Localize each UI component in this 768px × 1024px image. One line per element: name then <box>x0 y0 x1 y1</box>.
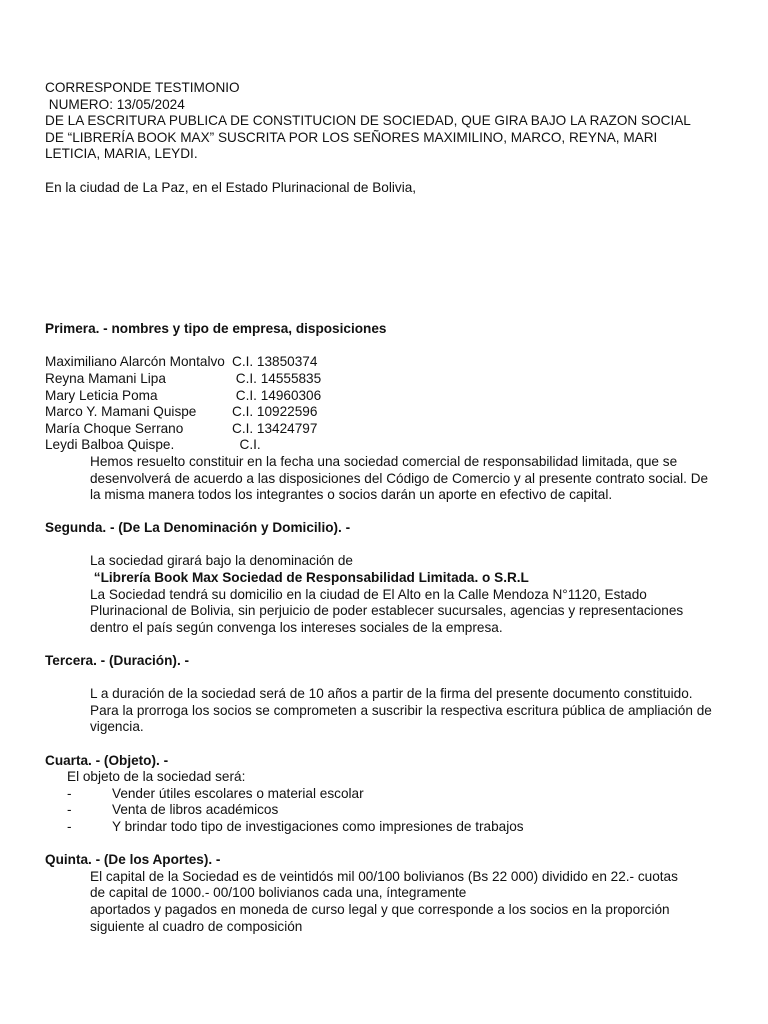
section-segunda <box>45 520 735 636</box>
section-primera <box>45 321 735 504</box>
person-row <box>45 404 735 421</box>
header-line-2: NUMERO: 13/05/2024 <box>45 96 185 112</box>
list-item-text: Venta de libros académicos <box>112 802 279 818</box>
list-item <box>45 786 735 803</box>
persons-list <box>45 354 735 454</box>
person-row <box>45 354 735 371</box>
segunda-body-line: La sociedad girará bajo la denominación de <box>90 553 353 569</box>
person-name: Reyna Mamani Lipa <box>45 370 166 386</box>
document-header <box>45 80 735 163</box>
header-line-3: DE LA ESCRITURA PUBLICA DE CONSTITUCION DE SOCIEDAD, QUE GIRA BAJO LA RAZON SOCIAL <box>45 113 691 129</box>
tercera-body-line: Para la prorroga los socios se comprometen a suscribir la respectiva escritura pública de ampliación de <box>90 702 712 718</box>
list-dash: - <box>67 802 72 818</box>
segunda-body-line: dentro el país según convenga los intereses sociales de la empresa. <box>90 619 503 635</box>
objects-list <box>45 786 735 836</box>
primera-body <box>45 454 735 504</box>
list-item <box>45 819 735 836</box>
section-tercera-title: Tercera. - (Duración). - <box>45 653 190 669</box>
quinta-body-line: de capital de 1000.- 00/100 bolivianos cada una, íntegramente <box>90 885 467 901</box>
primera-body-line: desenvolverá de acuerdo a las disposiciones del Código de Comercio y al presente contrato social. De <box>90 470 709 486</box>
primera-body-line: Hemos resuelto constituir en la fecha una sociedad comercial de responsabilidad limitada, que se <box>90 453 678 469</box>
section-quinta-title: Quinta. - (De los Aportes). - <box>45 852 221 868</box>
person-ci: C.I. 13424797 <box>232 420 318 436</box>
section-segunda-title: Segunda. - (De La Denominación y Domicilio). - <box>45 520 351 536</box>
person-row <box>45 371 735 388</box>
tercera-body-line: L a duración de la sociedad será de 10 años a partir de la firma del presente documento constituido. <box>90 686 693 702</box>
segunda-body-line: La Sociedad tendrá su domicilio en la ciudad de El Alto en la Calle Mendoza N°1120, Estado <box>90 586 647 602</box>
person-ci: C.I. 14555835 <box>232 370 322 386</box>
quinta-body-line: El capital de la Sociedad es de veintidós mil 00/100 bolivianos (Bs 22 000) dividido en 22.- cuotas <box>90 868 678 884</box>
person-row <box>45 388 735 405</box>
person-row <box>45 437 735 454</box>
list-dash: - <box>67 818 72 834</box>
section-tercera <box>45 653 735 736</box>
person-name: Mary Leticia Poma <box>45 387 158 403</box>
list-item <box>45 802 735 819</box>
person-ci: C.I. 13850374 <box>232 354 318 370</box>
header-line-5: LETICIA, MARIA, LEYDI. <box>45 146 198 162</box>
tercera-body-line: vigencia. <box>90 719 144 735</box>
list-item-text: Vender útiles escolares o material escolar <box>112 785 364 801</box>
cuarta-lead: El objeto de la sociedad será: <box>67 769 246 785</box>
primera-body-line: la misma manera todos los integrantes o socios darán un aporte en efectivo de capital. <box>90 487 613 503</box>
company-name: “Librería Book Max Sociedad de Responsabilidad Limitada. o S.R.L <box>90 570 529 586</box>
section-cuarta-title: Cuarta. - (Objeto). - <box>45 752 169 768</box>
list-item-text: Y brindar todo tipo de investigaciones como impresiones de trabajos <box>112 818 524 834</box>
header-line-1: CORRESPONDE TESTIMONIO <box>45 80 240 95</box>
segunda-body <box>45 553 735 636</box>
person-ci: C.I. <box>232 437 261 453</box>
person-name: Marco Y. Mamani Quispe <box>45 404 197 420</box>
section-primera-title: Primera. - nombres y tipo de empresa, disposiciones <box>45 321 387 337</box>
quinta-body-line: aportados y pagados en moneda de curso legal y que corresponde a los socios en la proporción <box>90 901 670 917</box>
tercera-body <box>45 686 735 736</box>
intro-paragraph: En la ciudad de La Paz, en el Estado Plurinacional de Bolivia, <box>45 179 417 195</box>
document-page <box>45 80 735 935</box>
quinta-body <box>45 869 735 935</box>
segunda-body-line: Plurinacional de Bolivia, sin perjuicio de poder establecer sucursales, agencias y representaciones <box>90 603 684 619</box>
person-row <box>45 421 735 438</box>
person-name: Leydi Balboa Quispe. <box>45 437 175 453</box>
section-cuarta <box>45 753 735 836</box>
person-ci: C.I. 14960306 <box>232 387 322 403</box>
section-quinta <box>45 852 735 935</box>
header-line-4: DE “LIBRERÍA BOOK MAX” SUSCRITA POR LOS SEÑORES MAXIMILINO, MARCO, REYNA, MARI <box>45 129 658 145</box>
person-name: María Choque Serrano <box>45 420 184 436</box>
list-dash: - <box>67 785 72 801</box>
person-name: Maximiliano Alarcón Montalvo <box>45 354 225 370</box>
quinta-body-line: siguiente al cuadro de composición <box>90 918 303 934</box>
person-ci: C.I. 10922596 <box>232 404 318 420</box>
